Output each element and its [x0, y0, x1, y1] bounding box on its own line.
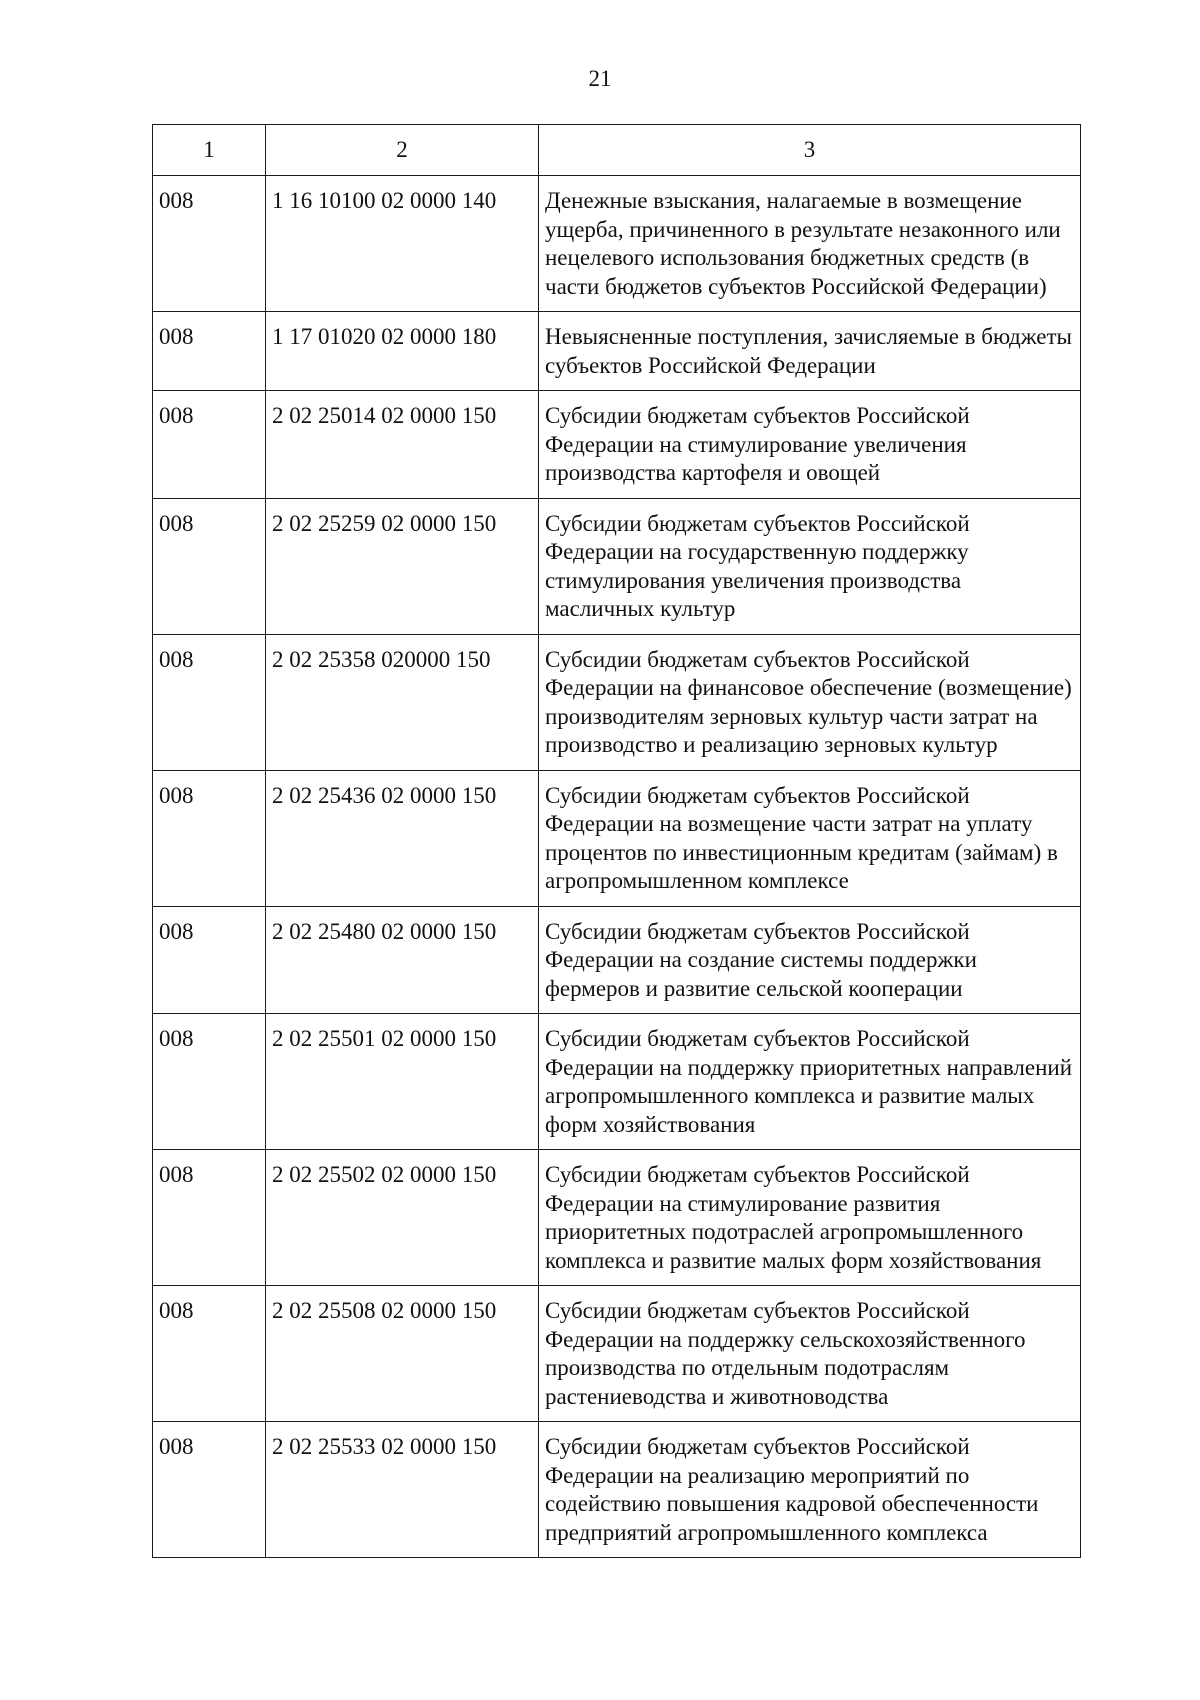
- table-row: [153, 312, 1081, 391]
- admin-code-cell: 008: [153, 1150, 266, 1286]
- table-row: [153, 906, 1081, 1014]
- admin-code-cell: 008: [153, 312, 266, 391]
- table-header-row: [153, 125, 1081, 176]
- table-row: [153, 1286, 1081, 1422]
- revenue-code-cell: 2 02 25014 02 0000 150: [266, 391, 539, 499]
- description-cell: Субсидии бюджетам субъектов Российской Федерации на поддержку приоритетных направлений агропромышленного комплекса и развитие малых форм хозяйствования: [539, 1014, 1081, 1150]
- admin-code-cell: 008: [153, 634, 266, 770]
- description-cell: Субсидии бюджетам субъектов Российской Федерации на стимулирование развития приоритетных подотраслей агропромышленного комплекса и развитие малых форм хозяйствования: [539, 1150, 1081, 1286]
- revenue-code-cell: 2 02 25501 02 0000 150: [266, 1014, 539, 1150]
- admin-code-cell: 008: [153, 770, 266, 906]
- table-row: [153, 498, 1081, 634]
- admin-code-cell: 008: [153, 906, 266, 1014]
- column-header-1: 1: [153, 125, 266, 176]
- admin-code-cell: 008: [153, 498, 266, 634]
- column-header-3: 3: [539, 125, 1081, 176]
- description-cell: Невыясненные поступления, зачисляемые в бюджеты субъектов Российской Федерации: [539, 312, 1081, 391]
- revenue-code-cell: 2 02 25508 02 0000 150: [266, 1286, 539, 1422]
- description-cell: Субсидии бюджетам субъектов Российской Федерации на финансовое обеспечение (возмещение) производителям зерновых культур части затрат на производство и реализацию зерновых культур: [539, 634, 1081, 770]
- revenue-code-cell: 1 16 10100 02 0000 140: [266, 176, 539, 312]
- admin-code-cell: 008: [153, 1286, 266, 1422]
- revenue-code-cell: 2 02 25436 02 0000 150: [266, 770, 539, 906]
- column-header-2: 2: [266, 125, 539, 176]
- revenue-code-cell: 2 02 25358 020000 150: [266, 634, 539, 770]
- table-row: [153, 1150, 1081, 1286]
- description-cell: Субсидии бюджетам субъектов Российской Федерации на государственную поддержку стимулирования увеличения производства масличных культур: [539, 498, 1081, 634]
- table-row: [153, 634, 1081, 770]
- description-cell: Субсидии бюджетам субъектов Российской Федерации на создание системы поддержки фермеров и развитие сельской кооперации: [539, 906, 1081, 1014]
- revenue-code-cell: 2 02 25480 02 0000 150: [266, 906, 539, 1014]
- table-row: [153, 391, 1081, 499]
- revenue-code-cell: 2 02 25502 02 0000 150: [266, 1150, 539, 1286]
- description-cell: Субсидии бюджетам субъектов Российской Федерации на поддержку сельскохозяйственного производства по отдельным подотраслям растениеводства и животноводства: [539, 1286, 1081, 1422]
- revenue-code-cell: 2 02 25259 02 0000 150: [266, 498, 539, 634]
- page-number: 21: [588, 66, 612, 91]
- description-cell: Субсидии бюджетам субъектов Российской Федерации на возмещение части затрат на уплату процентов по инвестиционным кредитам (займам) в агропромышленном комплексе: [539, 770, 1081, 906]
- admin-code-cell: 008: [153, 1014, 266, 1150]
- table-row: [153, 1014, 1081, 1150]
- admin-code-cell: 008: [153, 1422, 266, 1558]
- table-row: [153, 176, 1081, 312]
- admin-code-cell: 008: [153, 391, 266, 499]
- revenue-code-cell: 2 02 25533 02 0000 150: [266, 1422, 539, 1558]
- description-cell: Денежные взыскания, налагаемые в возмещение ущерба, причиненного в результате незаконного или нецелевого использования бюджетных средств (в части бюджетов субъектов Российской Федерации): [539, 176, 1081, 312]
- table-row: [153, 770, 1081, 906]
- revenue-codes-table: [152, 124, 1081, 1558]
- description-cell: Субсидии бюджетам субъектов Российской Федерации на реализацию мероприятий по содействию повышения кадровой обеспеченности предприятий агропромышленного комплекса: [539, 1422, 1081, 1558]
- admin-code-cell: 008: [153, 176, 266, 312]
- description-cell: Субсидии бюджетам субъектов Российской Федерации на стимулирование увеличения производства картофеля и овощей: [539, 391, 1081, 499]
- table-row: [153, 1422, 1081, 1558]
- revenue-code-cell: 1 17 01020 02 0000 180: [266, 312, 539, 391]
